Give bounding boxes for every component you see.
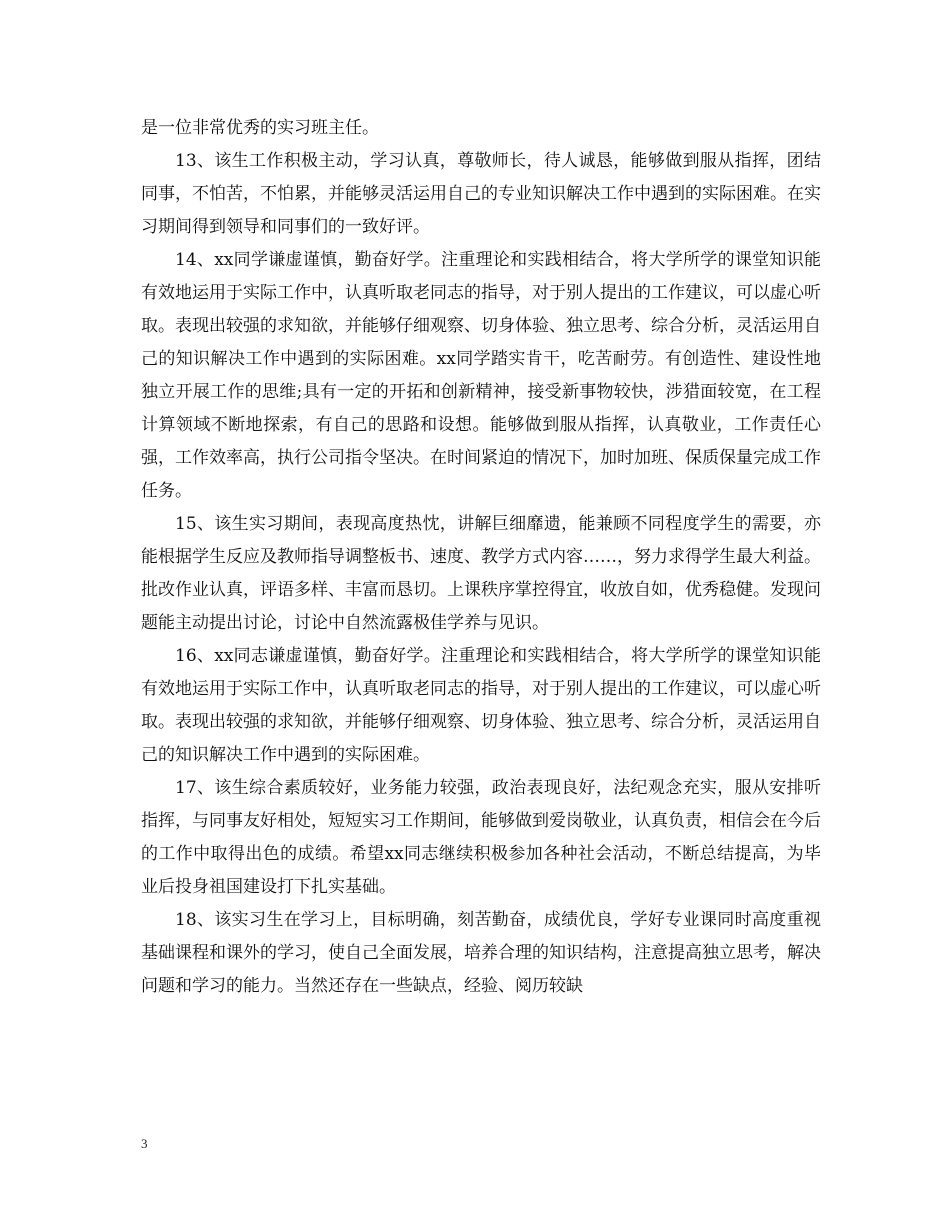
document-body xyxy=(141,112,821,1003)
paragraph-13: 13、该生工作积极主动，学习认真，尊敬师长，待人诚恳，能够做到服从指挥，团结同事，不怕苦，不怕累，并能够灵活运用自己的专业知识解决工作中遇到的实际困难。在实习期间得到领导和同事们的一致好评。 xyxy=(141,151,821,237)
page-number: 3 xyxy=(141,1136,148,1151)
paragraph-17: 17、该生综合素质较好，业务能力较强，政治表现良好，法纪观念充实，服从安排听指挥，与同事友好相处，短短实习工作期间，能够做到爱岗敬业，认真负责，相信会在今后的工作中取得出色的成绩。希望xx同志继续积极参加各种社会活动，不断总结提高，为毕业后投身祖国建设打下扎实基础。 xyxy=(141,778,821,897)
paragraph-16: 16、xx同志谦虚谨慎，勤奋好学。注重理论和实践相结合，将大学所学的课堂知识能有效地运用于实际工作中，认真听取老同志的指导，对于别人提出的工作建议，可以虚心听取。表现出较强的求知欲，并能够仔细观察、切身体验、独立思考、综合分析，灵活运用自己的知识解决工作中遇到的实际困难。 xyxy=(141,646,821,765)
paragraph-continuation: 是一位非常优秀的实习班主任。 xyxy=(141,118,379,138)
paragraph-18: 18、该实习生在学习上，目标明确，刻苦勤奋，成绩优良，学好专业课同时高度重视基础课程和课外的学习，使自己全面发展，培养合理的知识结构，注意提高独立思考，解决问题和学习的能力。当然还存在一些缺点，经验、阅历较缺 xyxy=(141,910,821,996)
paragraph-14: 14、xx同学谦虚谨慎，勤奋好学。注重理论和实践相结合，将大学所学的课堂知识能有效地运用于实际工作中，认真听取老同志的指导，对于别人提出的工作建议，可以虚心听取。表现出较强的求知欲，并能够仔细观察、切身体验、独立思考、综合分析，灵活运用自己的知识解决工作中遇到的实际困难。xx同学踏实肯干，吃苦耐劳。有创造性、建设性地独立开展工作的思维;具有一定的开拓和创新精神，接受新事物较快，涉猎面较宽，在工程计算领域不断地探索，有自己的思路和设想。能够做到服从指挥，认真敬业，工作责任心强，工作效率高，执行公司指令坚决。在时间紧迫的情况下，加时加班、保质保量完成工作任务。 xyxy=(141,250,821,501)
paragraph-15: 15、该生实习期间，表现高度热忱，讲解巨细靡遗，能兼顾不同程度学生的需要，亦能根据学生反应及教师指导调整板书、速度、教学方式内容……，努力求得学生最大利益。批改作业认真，评语多样、丰富而恳切。上课秩序掌控得宜，收放自如，优秀稳健。发现问题能主动提出讨论，讨论中自然流露极佳学养与见识。 xyxy=(141,514,821,633)
